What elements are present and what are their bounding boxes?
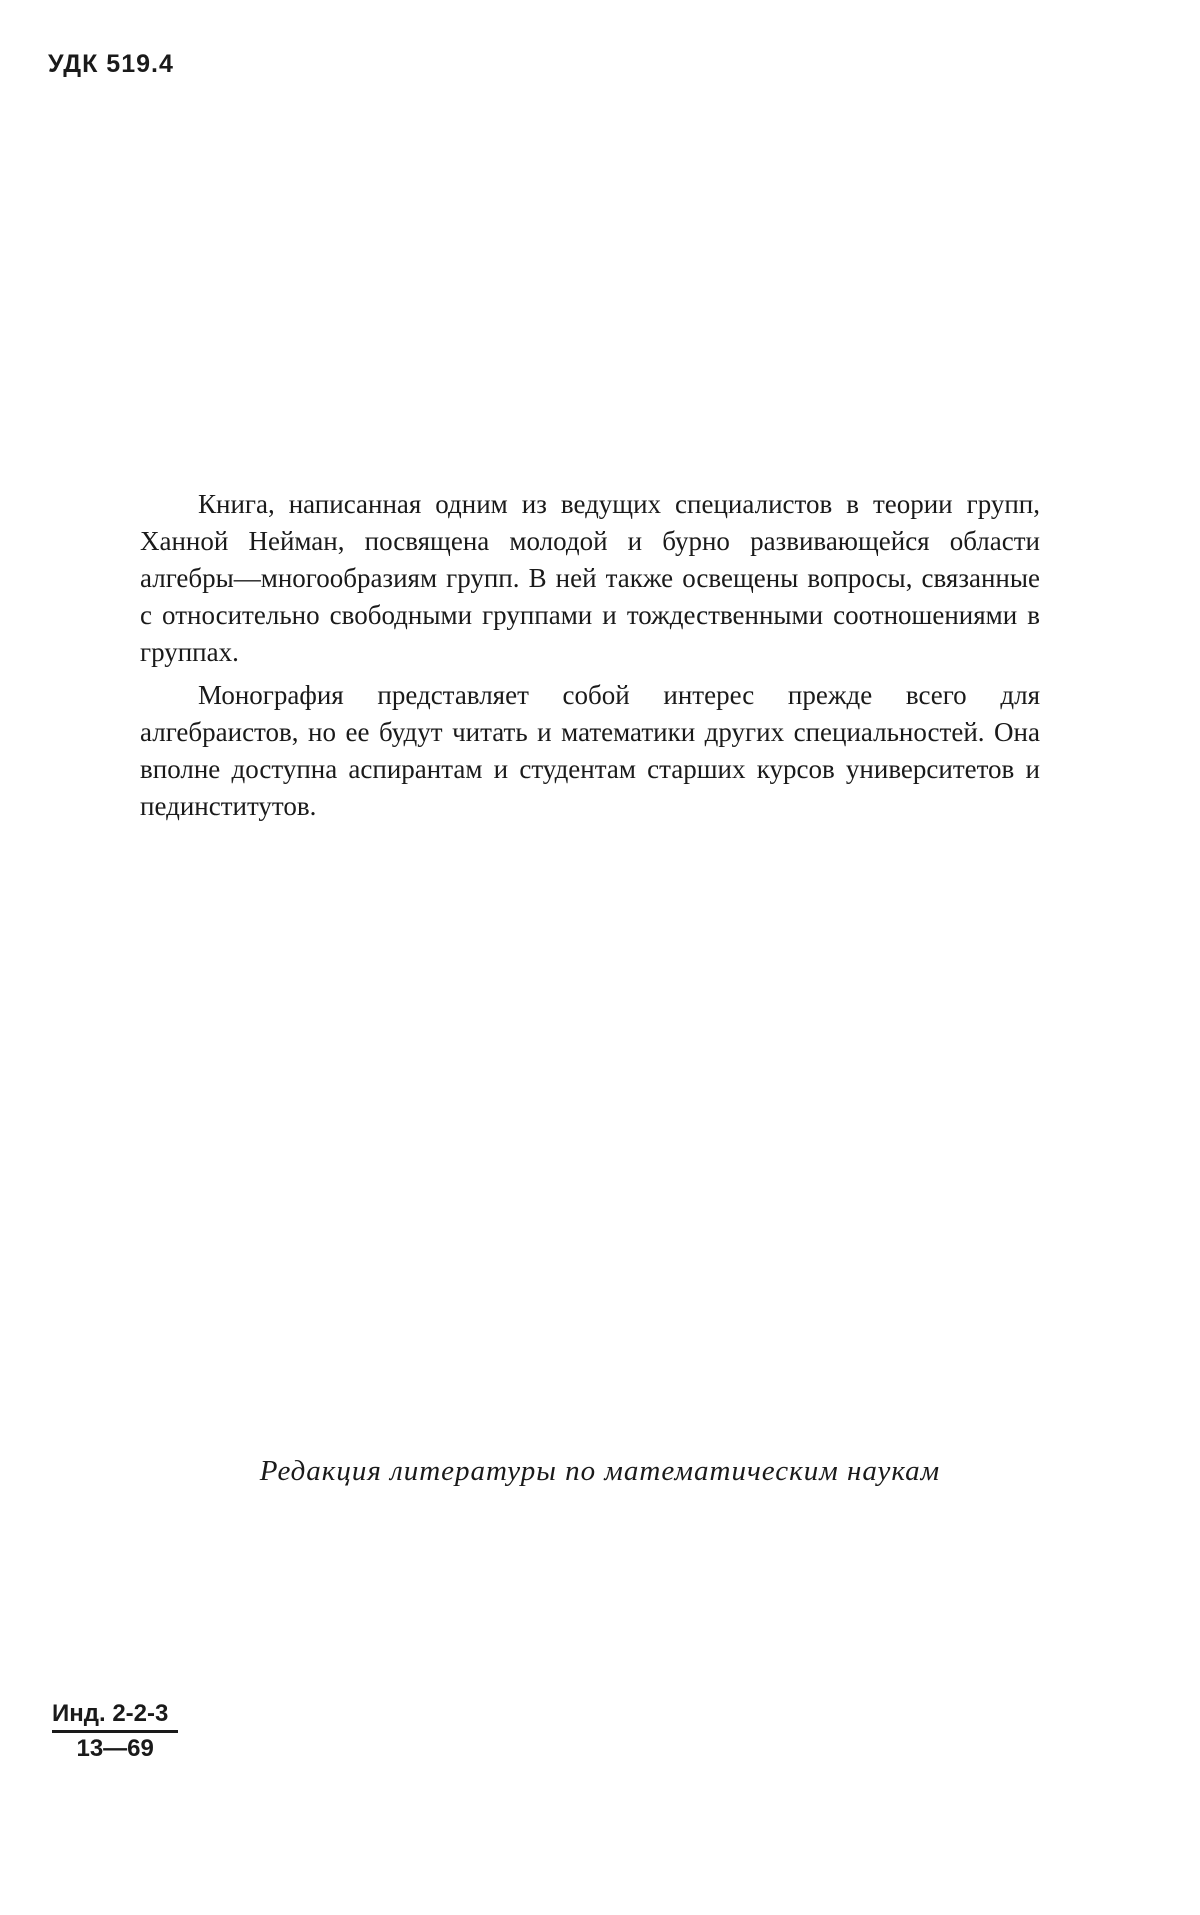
- udk-code: УДК 519.4: [48, 50, 174, 78]
- editorial-note: Редакция литературы по математическим наукам: [259, 1455, 941, 1487]
- abstract-paragraph: Книга, написанная одним из ведущих специалистов в теории групп, Ханной Нейман, посвящена молодой и бурно развивающейся области алгебры—многообразиям групп. В ней также освещены вопросы, связанные с относительно свободными группами и тождественными соотношениями в группах.: [140, 489, 1040, 667]
- book-abstract: [140, 486, 1040, 831]
- index-code: Инд. 2-2-3: [52, 1700, 178, 1733]
- publication-index: [52, 1700, 178, 1763]
- abstract-paragraph: Монография представляет собой интерес прежде всего для алгебраистов, но ее будут читать и математики других специальностей. Она вполне доступна аспирантам и студентам старших курсов университетов и пединститутов.: [140, 680, 1040, 821]
- index-number: 13—69: [76, 1735, 154, 1762]
